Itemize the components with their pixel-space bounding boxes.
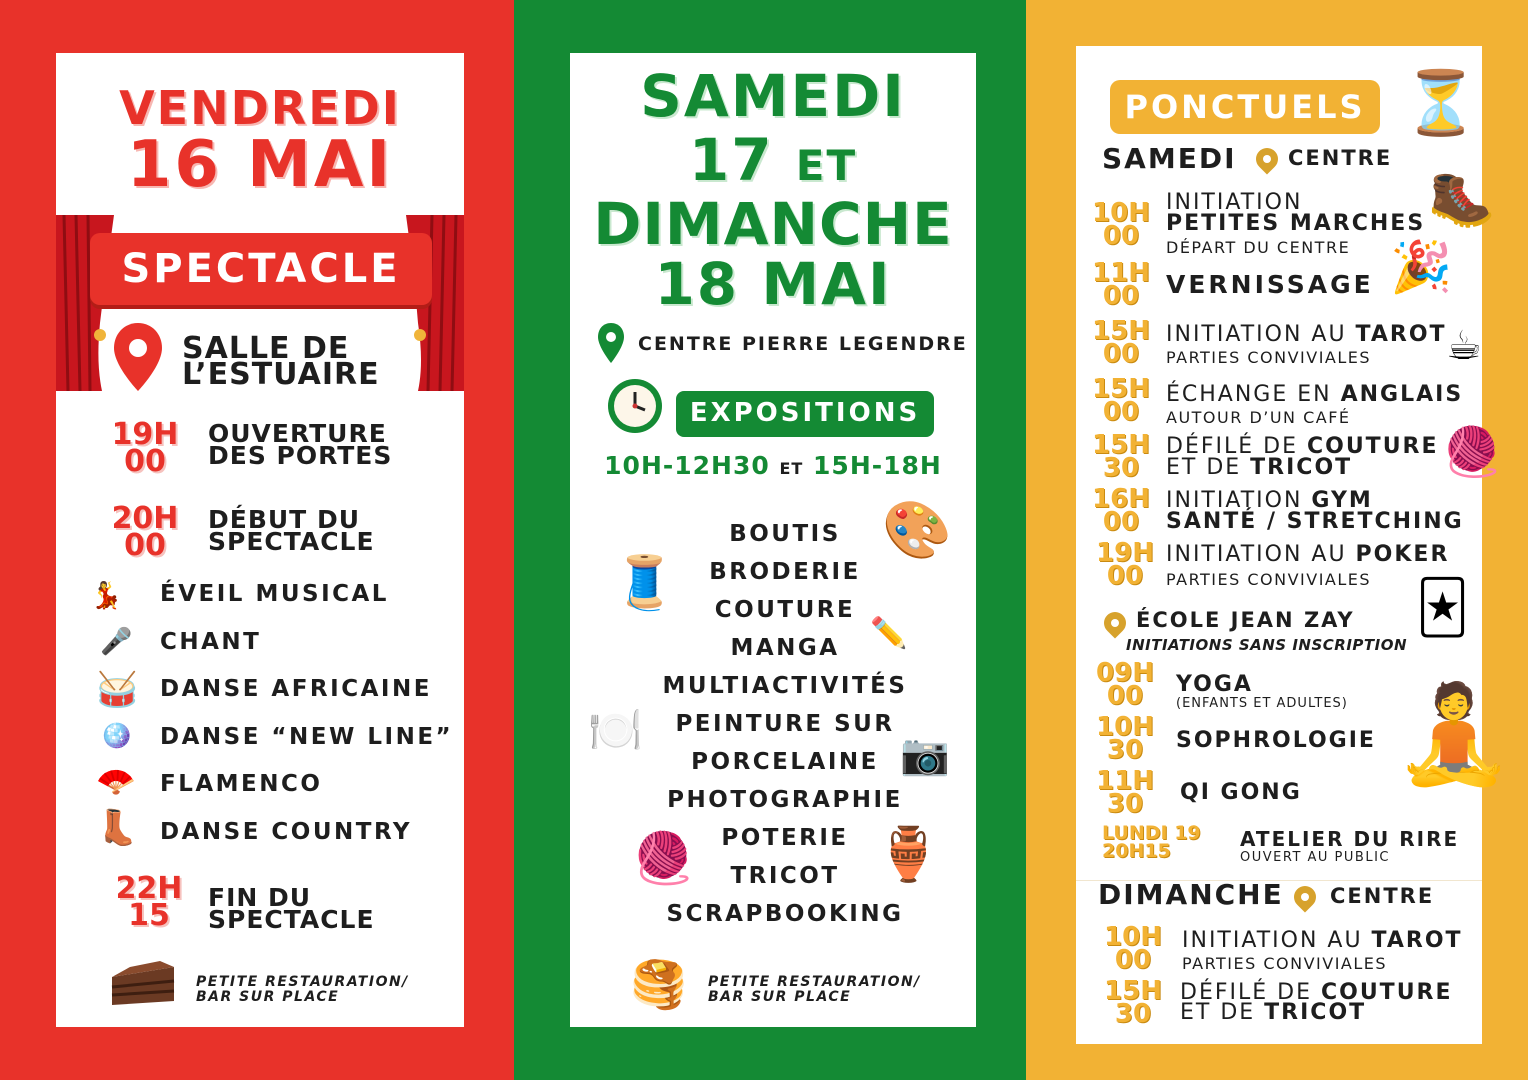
disco-ball-icon: 🪩 <box>100 721 133 751</box>
ponctuels-badge <box>1110 80 1380 134</box>
expo-hours-afternoon: 15H-18H <box>813 451 942 480</box>
end-label1: FIN DU <box>208 883 312 912</box>
time-start-h: 20H <box>111 501 179 536</box>
event-label-bold: YOGA <box>1176 672 1253 697</box>
event-time-h: 15H <box>1092 430 1150 460</box>
time-end <box>106 871 192 933</box>
expo-item: SCRAPBOOKING <box>666 901 904 927</box>
event-label-bold: POKER <box>1355 542 1450 567</box>
act-item: DANSE “NEW LINE” <box>160 724 454 750</box>
event-label <box>1166 324 1447 346</box>
event-label-bold: TAROT <box>1371 928 1463 953</box>
school-note: INITIATIONS SANS INSCRIPTION <box>1126 636 1408 654</box>
event-time <box>1090 712 1160 765</box>
yoga-person-icon: 🧘 <box>1394 678 1514 790</box>
act-item: ÉVEIL MUSICAL <box>160 581 389 607</box>
expo-item: PHOTOGRAPHIE <box>667 787 903 813</box>
event-label-pre: ET DE <box>1180 1000 1265 1025</box>
expo-item: MANGA <box>730 635 840 661</box>
expositions-badge-label: EXPOSITIONS <box>689 398 921 428</box>
event-label-bold: TRICOT <box>1250 455 1353 480</box>
hiking-boot-icon: 🥾 <box>1428 167 1496 230</box>
start-label2: SPECTACLE <box>208 527 375 556</box>
event-time-m: 30 <box>1106 735 1144 765</box>
kids-dancing-icon: 💃 <box>90 581 123 611</box>
end-label2: SPECTACLE <box>208 905 375 934</box>
djembe-icon: 🥁 <box>96 670 139 710</box>
event-sub: PARTIES CONVIVIALES <box>1182 954 1388 973</box>
event-time <box>1086 430 1156 483</box>
weekend-panel <box>570 53 976 1027</box>
event-label-bold: ATELIER DU RIRE <box>1240 827 1460 851</box>
expo-item: PEINTURE SUR <box>675 711 895 737</box>
friday-title-date: 16 MAI <box>126 128 394 202</box>
location-pin-icon <box>1099 607 1130 638</box>
time-opening <box>100 417 190 479</box>
event-label-bold: TRICOT <box>1264 1000 1367 1025</box>
food-note-line2: BAR SUR PLACE <box>196 989 340 1005</box>
event-time-m: 00 <box>1102 339 1140 369</box>
event-label-pre: ET DE <box>1166 455 1251 480</box>
weekend-title-17: 17 <box>688 126 774 194</box>
hourglass-icon: ⏳ <box>1402 66 1480 139</box>
expo-item: BRODERIE <box>709 559 861 585</box>
event-sub: (ENFANTS ET ADULTES) <box>1176 696 1348 711</box>
friday-title-day: VENDREDI <box>119 81 401 135</box>
event-label-pre: ÉCHANGE EN <box>1166 382 1341 407</box>
food-note-line1: PETITE RESTAURATION/ <box>196 974 409 990</box>
event-time-m: 30 <box>1106 789 1144 819</box>
weekend-title-line4: 18 MAI <box>654 250 892 318</box>
event-time <box>1086 374 1156 427</box>
clock-icon <box>606 377 664 435</box>
food-note-line1: PETITE RESTAURATION/ <box>708 974 921 990</box>
event-label <box>1166 544 1449 566</box>
expo-item: TRICOT <box>730 863 840 889</box>
act-item: DANSE COUNTRY <box>160 819 413 845</box>
samedi-label: SAMEDI <box>1102 142 1237 175</box>
event-label-pre: INITIATION AU <box>1182 928 1372 953</box>
event-time-h: 19H <box>1096 538 1154 568</box>
event-sub: DÉPART DU CENTRE <box>1166 238 1351 257</box>
event-label-bold: SOPHROLOGIE <box>1176 728 1376 753</box>
location-pin-icon <box>596 321 626 365</box>
expositions-badge <box>676 391 934 437</box>
event-time-m: 30 <box>1114 999 1152 1029</box>
event-time <box>1098 976 1168 1029</box>
event-label-bold: COUTURE <box>1306 434 1439 459</box>
pottery-vase-icon: 🏺 <box>876 825 941 885</box>
time-end-m: 15 <box>128 898 170 933</box>
event-label-bold: VERNISSAGE <box>1166 270 1374 299</box>
expo-item: BOUTIS <box>729 521 841 547</box>
event-label-line2 <box>1166 457 1352 479</box>
event-label-bold: GYM <box>1311 488 1373 513</box>
event-label <box>1182 930 1463 952</box>
event-time-h: 15H <box>1092 374 1150 404</box>
location-pin-icon <box>1251 143 1282 174</box>
weekend-title-line3: DIMANCHE <box>593 190 953 258</box>
event-label-line2 <box>1180 1002 1366 1024</box>
event-time <box>1090 658 1160 711</box>
event-time-h: 09H <box>1096 658 1154 688</box>
samedi-place: CENTRE <box>1288 146 1393 170</box>
expo-hours-and: ET <box>779 459 804 478</box>
ponctuels-panel <box>1076 46 1514 1044</box>
event-label-bold: SANTÉ / STRETCHING <box>1166 509 1464 534</box>
event-sub: PARTIES CONVIVIALES <box>1166 348 1372 367</box>
weekend-title-et: ET <box>795 141 858 190</box>
event-label-bold: TAROT <box>1355 322 1447 347</box>
event-time-m: 00 <box>1102 397 1140 427</box>
event-time-m: 00 <box>1106 681 1144 711</box>
event-time-m: 00 <box>1114 945 1152 975</box>
cake-icon <box>108 959 178 1009</box>
lundi-time <box>1102 824 1201 860</box>
event-label-pre: DÉFILÉ DE <box>1166 434 1307 459</box>
event-label: INITIATION <box>1166 190 1303 215</box>
event-time-m: 00 <box>1106 561 1144 591</box>
event-label <box>1166 384 1463 406</box>
fan-icon: 🪭 <box>96 762 136 800</box>
event-time <box>1098 922 1168 975</box>
lundi-hour: 20H15 <box>1102 840 1171 862</box>
cowboy-boots-icon: 👢 <box>96 808 139 848</box>
camera-icon: 📷 <box>900 732 950 778</box>
event-time-m: 00 <box>1102 507 1140 537</box>
time-opening-h: 19H <box>111 417 179 452</box>
ponctuels-badge-label: PONCTUELS <box>1124 88 1366 126</box>
weekend-title-line2 <box>570 126 976 194</box>
event-time <box>1086 316 1156 369</box>
food-note-line2: BAR SUR PLACE <box>708 989 852 1005</box>
event-sub: AUTOUR D’UN CAFÉ <box>1166 408 1351 427</box>
opening-label2: DES PORTES <box>208 441 393 470</box>
expo-item: MULTIACTIVITÉS <box>662 673 908 699</box>
event-label-bold: ANGLAIS <box>1340 382 1464 407</box>
event-time-h: 10H <box>1092 198 1150 228</box>
event-label-pre: INITIATION AU <box>1166 542 1356 567</box>
playing-cards-icon: 🃏 <box>1416 578 1470 638</box>
dimanche-place: CENTRE <box>1330 884 1435 908</box>
pancakes-icon: 🥞 <box>630 957 688 1011</box>
yarn-balls-icon: 🧶 <box>632 829 695 887</box>
spectacle-banner <box>90 233 432 305</box>
act-item: DANSE AFRICAINE <box>160 676 432 702</box>
event-time-m: 30 <box>1102 453 1140 483</box>
event-time <box>1086 258 1156 311</box>
event-time <box>1086 198 1156 251</box>
start-label1: DÉBUT DU <box>208 505 360 534</box>
event-time-h: 10H <box>1096 712 1154 742</box>
expo-item: COUTURE <box>714 597 856 623</box>
easel-icon: 🎨 <box>882 498 952 563</box>
event-label-pre: INITIATION AU <box>1166 322 1356 347</box>
event-time-h: 11H <box>1096 766 1154 796</box>
friday-panel <box>56 53 464 1027</box>
time-start-m: 00 <box>124 528 166 563</box>
event-time-h: 11H <box>1092 258 1150 288</box>
party-popper-icon: 🎉 <box>1390 238 1453 296</box>
thread-spools-icon: 🧵 <box>612 553 677 613</box>
spectacle-banner-label: SPECTACLE <box>121 246 401 292</box>
weekend-title-line1: SAMEDI <box>640 62 906 130</box>
event-time-m: 00 <box>1102 221 1140 251</box>
event-time-h: 10H <box>1104 922 1162 952</box>
expo-item: POTERIE <box>721 825 849 851</box>
event-sub: PARTIES CONVIVIALES <box>1166 570 1372 589</box>
venue-line2: L’ESTUAIRE <box>182 357 380 392</box>
time-opening-m: 00 <box>124 444 166 479</box>
event-time-h: 15H <box>1092 316 1150 346</box>
pencil-icon: ✏️ <box>870 616 908 651</box>
event-label-pre: INITIATION <box>1166 488 1312 513</box>
dimanche-label: DIMANCHE <box>1098 878 1284 911</box>
event-time <box>1090 538 1160 591</box>
event-time <box>1086 484 1156 537</box>
school-name: ÉCOLE JEAN ZAY <box>1136 608 1355 632</box>
porcelain-plate-icon: 🍽️ <box>588 705 643 756</box>
yarn-balls-icon: 🧶 <box>1442 424 1502 480</box>
location-pin-icon <box>112 321 164 393</box>
event-label-bold: COUTURE <box>1320 980 1453 1005</box>
act-item: FLAMENCO <box>160 771 323 797</box>
event-time-h: 16H <box>1092 484 1150 514</box>
event-time-h: 15H <box>1104 976 1162 1006</box>
expo-hours-morning: 10H-12H30 <box>604 451 770 480</box>
act-item: CHANT <box>160 629 262 655</box>
event-label-pre: DÉFILÉ DE <box>1180 980 1321 1005</box>
event-label-bold: PETITES MARCHES <box>1166 211 1426 236</box>
time-end-h: 22H <box>115 871 183 906</box>
location-pin-icon <box>1289 881 1320 912</box>
event-label-bold: QI GONG <box>1180 780 1302 805</box>
opening-label1: OUVERTURE <box>208 419 387 448</box>
event-sub: OUVERT AU PUBLIC <box>1240 850 1390 865</box>
lundi-date: LUNDI 19 <box>1102 822 1201 844</box>
venue-line1: SALLE DE <box>182 331 350 366</box>
coffee-cup-icon: ☕ <box>1446 323 1482 369</box>
event-time <box>1090 766 1160 819</box>
expo-item: PORCELAINE <box>691 749 879 775</box>
time-start <box>100 501 190 563</box>
event-time-m: 00 <box>1102 281 1140 311</box>
microphone-icon: 🎤 <box>100 627 133 657</box>
weekend-venue: CENTRE PIERRE LEGENDRE <box>638 333 968 355</box>
expo-hours <box>570 451 976 480</box>
